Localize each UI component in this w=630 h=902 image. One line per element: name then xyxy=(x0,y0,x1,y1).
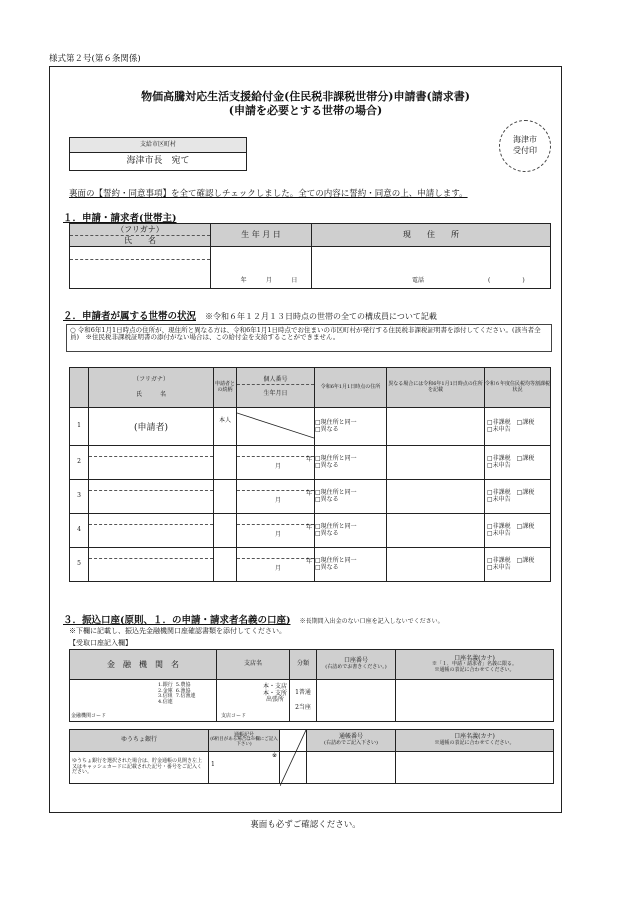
row-tax[interactable] xyxy=(485,446,551,480)
recipient-label: 支給市区町村 xyxy=(70,138,247,153)
unfiled-checkbox[interactable]: □未申告 xyxy=(487,495,511,503)
row-diff[interactable] xyxy=(387,408,485,446)
stamp-line2: 受付印 xyxy=(513,146,537,155)
row-tax[interactable] xyxy=(485,514,551,548)
acct-no-input[interactable] xyxy=(317,680,396,722)
h-name: 氏 名 xyxy=(135,390,166,398)
kind-header: 分類 xyxy=(290,650,317,680)
row-diff[interactable] xyxy=(387,548,485,582)
yucho-table xyxy=(69,729,554,784)
unfiled-checkbox[interactable]: □未申告 xyxy=(487,563,511,571)
row-name: (申請者) xyxy=(89,408,214,446)
form-number: 様式第２号(第６条関係) xyxy=(49,54,141,64)
number-header: 通帳番号 xyxy=(338,733,363,741)
sixth-digit-mark: ※ xyxy=(271,752,277,759)
same-checkbox[interactable]: □現住所と同一 xyxy=(315,418,357,426)
month-label: 月 xyxy=(275,564,282,572)
row-address[interactable] xyxy=(315,446,387,480)
bank-name-header: 金 融 機 関 名 xyxy=(70,650,217,680)
branch-code-label: 支店コード xyxy=(221,712,247,719)
bank-type: 3.信組 xyxy=(158,693,173,699)
account-box-label: 【受取口座記入欄】 xyxy=(69,639,132,647)
acct-no-sub: (右詰めでお書きください。) xyxy=(325,664,387,671)
row-tax[interactable] xyxy=(485,480,551,514)
name-input[interactable] xyxy=(70,260,210,288)
row-birth[interactable] xyxy=(237,480,315,514)
row-diff[interactable] xyxy=(387,446,485,480)
h-address: 令和6年1月1日時点の住所 xyxy=(315,368,387,408)
h-birth: 生年月日 xyxy=(263,390,288,397)
bank-type: 1.銀行 xyxy=(158,682,173,688)
household-row xyxy=(70,446,551,480)
branch-header: 支店名 xyxy=(217,650,290,680)
footer-note: 裏面も必ずご確認ください。 xyxy=(250,820,361,830)
branch-type: 本・支店 xyxy=(262,683,287,690)
symbol-prefix: 1 xyxy=(211,761,215,768)
yucho-description: ゆうちょ銀行を選択された場合は、貯金通帳の見開き左上又はキャッシュカードに記載された記号・番号をご記入ください。 xyxy=(70,752,209,784)
address-header: 現 住 所 xyxy=(312,224,551,247)
holder-header: 口座名義(カナ) xyxy=(454,654,495,662)
section3-heading-note: ※長期間入出金のない口座を記入しないでください。 xyxy=(299,618,444,625)
same-checkbox[interactable]: □現住所と同一 xyxy=(315,522,357,530)
branch-input[interactable] xyxy=(217,680,290,722)
holder2-input[interactable] xyxy=(396,752,554,784)
furigana-input[interactable] xyxy=(70,247,210,260)
unfiled-checkbox[interactable]: □未申告 xyxy=(487,529,511,537)
same-checkbox[interactable]: □現住所と同一 xyxy=(315,454,357,462)
month-label: 月 xyxy=(275,462,282,470)
row-address[interactable] xyxy=(315,408,387,446)
bank-type: 2.金庫 xyxy=(158,687,173,694)
kind-select[interactable] xyxy=(290,680,317,722)
row-diff[interactable] xyxy=(387,514,485,548)
year-label: 年 xyxy=(305,558,312,565)
form-subtitle: (申請を必要とする世帯の場合) xyxy=(228,104,383,117)
row-no: 3 xyxy=(70,480,89,514)
year-label: 年 xyxy=(305,456,312,463)
stamp-line1: 海津市 xyxy=(513,135,537,144)
h-mynumber: 個人番号 xyxy=(237,377,314,385)
year-label: 年 xyxy=(240,277,247,285)
symbol-sub: (6桁目がある場合は※欄にご記入下さい) xyxy=(210,737,278,748)
tax-checkbox[interactable]: □非課税 □課税 xyxy=(487,454,535,462)
row-name[interactable] xyxy=(89,548,214,582)
row-tax[interactable] xyxy=(485,548,551,582)
holder-input[interactable] xyxy=(396,680,554,722)
differ-checkbox[interactable]: □異なる xyxy=(315,529,339,537)
row-relation[interactable] xyxy=(214,548,237,582)
bank-name-input[interactable] xyxy=(70,680,217,722)
symbol-input[interactable] xyxy=(209,752,280,784)
number-input[interactable] xyxy=(307,752,396,784)
section2-note: ※令和６年１２月１３日時点の世帯の全ての構成員について記載 xyxy=(205,312,437,321)
year-label: 年 xyxy=(305,524,312,531)
bank-code-label: 金融機関コード xyxy=(71,712,107,719)
row-name[interactable] xyxy=(89,446,214,480)
row-no: 5 xyxy=(70,548,89,582)
row-address[interactable] xyxy=(315,480,387,514)
tax-checkbox[interactable]: □非課税 □課税 xyxy=(487,556,535,564)
address-input[interactable] xyxy=(312,247,551,289)
tel-paren-open: ( xyxy=(488,277,491,285)
row-name[interactable] xyxy=(89,514,214,548)
row-no: 4 xyxy=(70,514,89,548)
same-checkbox[interactable]: □現住所と同一 xyxy=(315,488,357,496)
month-label: 月 xyxy=(265,277,272,285)
branch-type: 本・支所 xyxy=(262,689,287,697)
furigana-header: （フリガナ） xyxy=(70,225,210,236)
crossed-cell xyxy=(237,408,314,446)
section1-heading: １．申請・請求者(世帯主) xyxy=(63,213,177,224)
tel-label: 電話 xyxy=(412,277,425,285)
row-no: 2 xyxy=(70,446,89,480)
h-tax: 令和６年度住民税均等割課税状況 xyxy=(485,368,551,408)
household-table xyxy=(69,367,551,582)
holder2-header: 口座名義(カナ) xyxy=(454,733,495,741)
kind-checking[interactable]: 2当座 xyxy=(295,703,311,711)
row-address[interactable] xyxy=(315,548,387,582)
recipient-box xyxy=(69,137,247,171)
holder2-sub: ※通帳の表記に合わせてください。 xyxy=(434,740,515,747)
bank-type: 6.漁協 xyxy=(175,687,191,694)
row-relation: 本人 xyxy=(214,408,237,446)
certificate-notice: ○ 令和6年1月1日時点の住所が、現住所と異なる方は、令和6年1月1日時点でお住まいの市区町村が発行する住民税非課税証明書を添付してください。(該当者全員) ※住民税非課税証明書の添付がない場合は、この給付金を支給することができません。 xyxy=(66,324,552,352)
bank-table xyxy=(69,649,554,722)
row-mynumber-cross xyxy=(237,408,315,446)
row-relation[interactable] xyxy=(214,480,237,514)
diagonal-cell xyxy=(280,730,307,752)
h-relation: 申請者との続柄 xyxy=(214,368,237,408)
reception-stamp xyxy=(499,120,551,172)
household-row xyxy=(70,514,551,548)
row-birth[interactable] xyxy=(237,446,315,480)
differ-checkbox[interactable]: □異なる xyxy=(315,495,339,503)
acct-no-header: 口座番号 xyxy=(343,657,368,665)
confirm-text: 裏面の【誓約・同意事項】を全て確認しチェックしました。全ての内容に誓約・同意の上、申請します。 xyxy=(69,189,468,199)
year-label: 年 xyxy=(305,490,312,497)
unfiled-checkbox[interactable]: □未申告 xyxy=(487,425,511,433)
bank-type: 4.信連 xyxy=(158,698,173,705)
tel-paren-close: ) xyxy=(522,277,525,285)
h-furigana: （フリガナ） xyxy=(133,375,169,383)
section2-heading: ２．申請者が属する世帯の状況 xyxy=(63,311,197,322)
no-header xyxy=(70,368,89,408)
number-sub: (右詰めでご記入下さい) xyxy=(324,740,378,747)
kind-ordinary[interactable]: 1普通 xyxy=(295,688,311,696)
branch-type: 出張所 xyxy=(265,696,284,704)
h-diff: 異なる場合には令和6年1月1日時点の住所を記載 xyxy=(387,368,485,408)
tax-checkbox[interactable]: □非課税 □課税 xyxy=(487,418,535,426)
row-name[interactable] xyxy=(89,480,214,514)
same-checkbox[interactable]: □現住所と同一 xyxy=(315,556,357,564)
symbol-header: 通帳記号 xyxy=(233,731,254,738)
applicant-table xyxy=(69,223,551,289)
bank-type: 7.信漁連 xyxy=(175,693,196,699)
month-label: 月 xyxy=(275,496,282,504)
household-row xyxy=(70,480,551,514)
yucho-header: ゆうちょ銀行 xyxy=(70,730,209,752)
recipient-value: 海津市長 宛て xyxy=(70,153,247,171)
section3-heading-wrap xyxy=(63,608,444,627)
row-birth[interactable] xyxy=(237,548,315,582)
differ-checkbox[interactable]: □異なる xyxy=(315,563,339,571)
birth-header: 生 年 月 日 xyxy=(211,224,312,247)
month-label: 月 xyxy=(275,530,282,538)
tax-checkbox[interactable]: □非課税 □課税 xyxy=(487,488,535,496)
row-no: 1 xyxy=(70,408,89,446)
row-relation[interactable] xyxy=(214,514,237,548)
row-birth[interactable] xyxy=(237,514,315,548)
differ-checkbox[interactable]: □異なる xyxy=(315,425,339,433)
household-row xyxy=(70,408,551,446)
section3-heading: ３．振込口座(原則、１．の申請・請求者名義の口座) xyxy=(63,615,291,626)
section3-note: ※下欄に記載し、振込先金融機関口座確認書類を添付してください。 xyxy=(69,627,286,635)
row-diff[interactable] xyxy=(387,480,485,514)
form-title: 物価高騰対応生活支援給付金(住民税非課税世帯分)申請書(請求書) xyxy=(141,90,470,103)
birth-input[interactable] xyxy=(211,247,312,289)
bank-type: 5.農協 xyxy=(175,682,191,688)
differ-checkbox[interactable]: □異なる xyxy=(315,461,339,469)
unfiled-checkbox[interactable]: □未申告 xyxy=(487,461,511,469)
name-header: 氏 名 xyxy=(124,235,156,245)
row-address[interactable] xyxy=(315,514,387,548)
row-relation[interactable] xyxy=(214,446,237,480)
row-tax[interactable] xyxy=(485,408,551,446)
holder-sub2: ※通帳の表記に合わせてください。 xyxy=(434,666,515,673)
household-row xyxy=(70,548,551,582)
tax-checkbox[interactable]: □非課税 □課税 xyxy=(487,522,535,530)
section2-heading-wrap xyxy=(63,308,437,322)
day-label: 日 xyxy=(291,277,298,285)
holder-sub1: ※「１．申請・請求者」名義に限る。 xyxy=(431,661,517,668)
